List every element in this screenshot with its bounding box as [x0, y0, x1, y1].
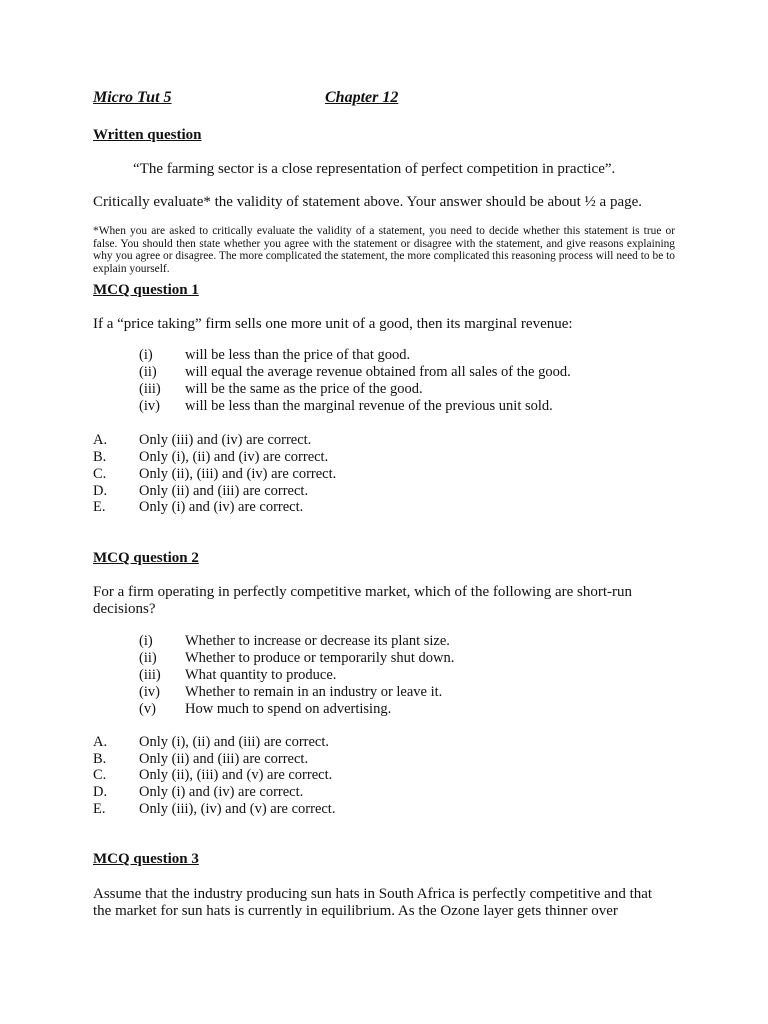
option-text: Only (iii), (iv) and (v) are correct. — [139, 801, 336, 817]
statement-number: (i) — [139, 347, 153, 363]
mcq3-heading: MCQ question 3 — [93, 851, 199, 867]
mcq3-line1: Assume that the industry producing sun hats in South Africa is perfectly competitive and that — [93, 886, 653, 902]
chapter-title: Chapter 12 — [325, 89, 399, 106]
statement-text: will equal the average revenue obtained from all sales of the good. — [185, 364, 571, 380]
option-letter: C. — [93, 466, 107, 482]
mcq2-stem-line1: For a firm operating in perfectly competitive market, which of the following are short-run — [93, 584, 632, 600]
option-letter: E. — [93, 801, 106, 817]
mcq1-heading: MCQ question 1 — [93, 282, 199, 298]
statement-number: (iii) — [139, 667, 161, 683]
option-letter: A. — [93, 734, 108, 750]
option-letter: E. — [93, 499, 106, 515]
written-task: Critically evaluate* the validity of statement above. Your answer should be about ½ a page. — [93, 194, 643, 210]
mcq2-heading: MCQ question 2 — [93, 550, 199, 566]
statement-text: will be less than the marginal revenue of the previous unit sold. — [185, 398, 553, 414]
statement-text: How much to spend on advertising. — [185, 701, 392, 717]
statement-number: (v) — [139, 701, 156, 717]
statement-number: (iv) — [139, 398, 160, 414]
statement-text: Whether to remain in an industry or leave it. — [185, 684, 443, 700]
option-text: Only (ii) and (iii) are correct. — [139, 483, 309, 499]
statement-number: (iv) — [139, 684, 160, 700]
option-letter: A. — [93, 432, 108, 448]
mcq1-stem: If a “price taking” firm sells one more unit of a good, then its marginal revenue: — [93, 316, 573, 332]
option-text: Only (ii), (iii) and (iv) are correct. — [139, 466, 337, 482]
statement-number: (i) — [139, 633, 153, 649]
option-letter: C. — [93, 767, 107, 783]
document-title: Micro Tut 5 — [93, 89, 172, 106]
option-text: Only (ii) and (iii) are correct. — [139, 751, 309, 767]
statement-number: (ii) — [139, 650, 157, 666]
statement-text: will be the same as the price of the good. — [185, 381, 423, 397]
option-text: Only (i), (ii) and (iv) are correct. — [139, 449, 329, 465]
option-text: Only (iii) and (iv) are correct. — [139, 432, 312, 448]
option-letter: D. — [93, 483, 108, 499]
written-note: *When you are asked to critically evaluate the validity of a statement, you need to decide whether this statement is true or false. You should then state whether you agree with the statement or disagree with the statement, and give reasons explaining why you agree or disagree. The more complicated the statement, the more complicated this reasoning process will need to be to explain yourself. — [93, 225, 675, 275]
written-quote: “The farming sector is a close representation of perfect competition in practice”. — [133, 161, 616, 177]
written-question-heading: Written question — [93, 127, 202, 143]
statement-text: Whether to increase or decrease its plant size. — [185, 633, 450, 649]
mcq2-stem-line2: decisions? — [93, 601, 156, 617]
option-text: Only (i), (ii) and (iii) are correct. — [139, 734, 330, 750]
statement-number: (iii) — [139, 381, 161, 397]
option-letter: B. — [93, 449, 107, 465]
option-letter: D. — [93, 784, 108, 800]
statement-text: What quantity to produce. — [185, 667, 337, 683]
statement-number: (ii) — [139, 364, 157, 380]
statement-text: will be less than the price of that good. — [185, 347, 411, 363]
option-text: Only (ii), (iii) and (v) are correct. — [139, 767, 333, 783]
option-text: Only (i) and (iv) are correct. — [139, 784, 304, 800]
mcq3-line2: the market for sun hats is currently in equilibrium. As the Ozone layer gets thinner over — [93, 903, 618, 919]
statement-text: Whether to produce or temporarily shut down. — [185, 650, 455, 666]
option-text: Only (i) and (iv) are correct. — [139, 499, 304, 515]
option-letter: B. — [93, 751, 107, 767]
